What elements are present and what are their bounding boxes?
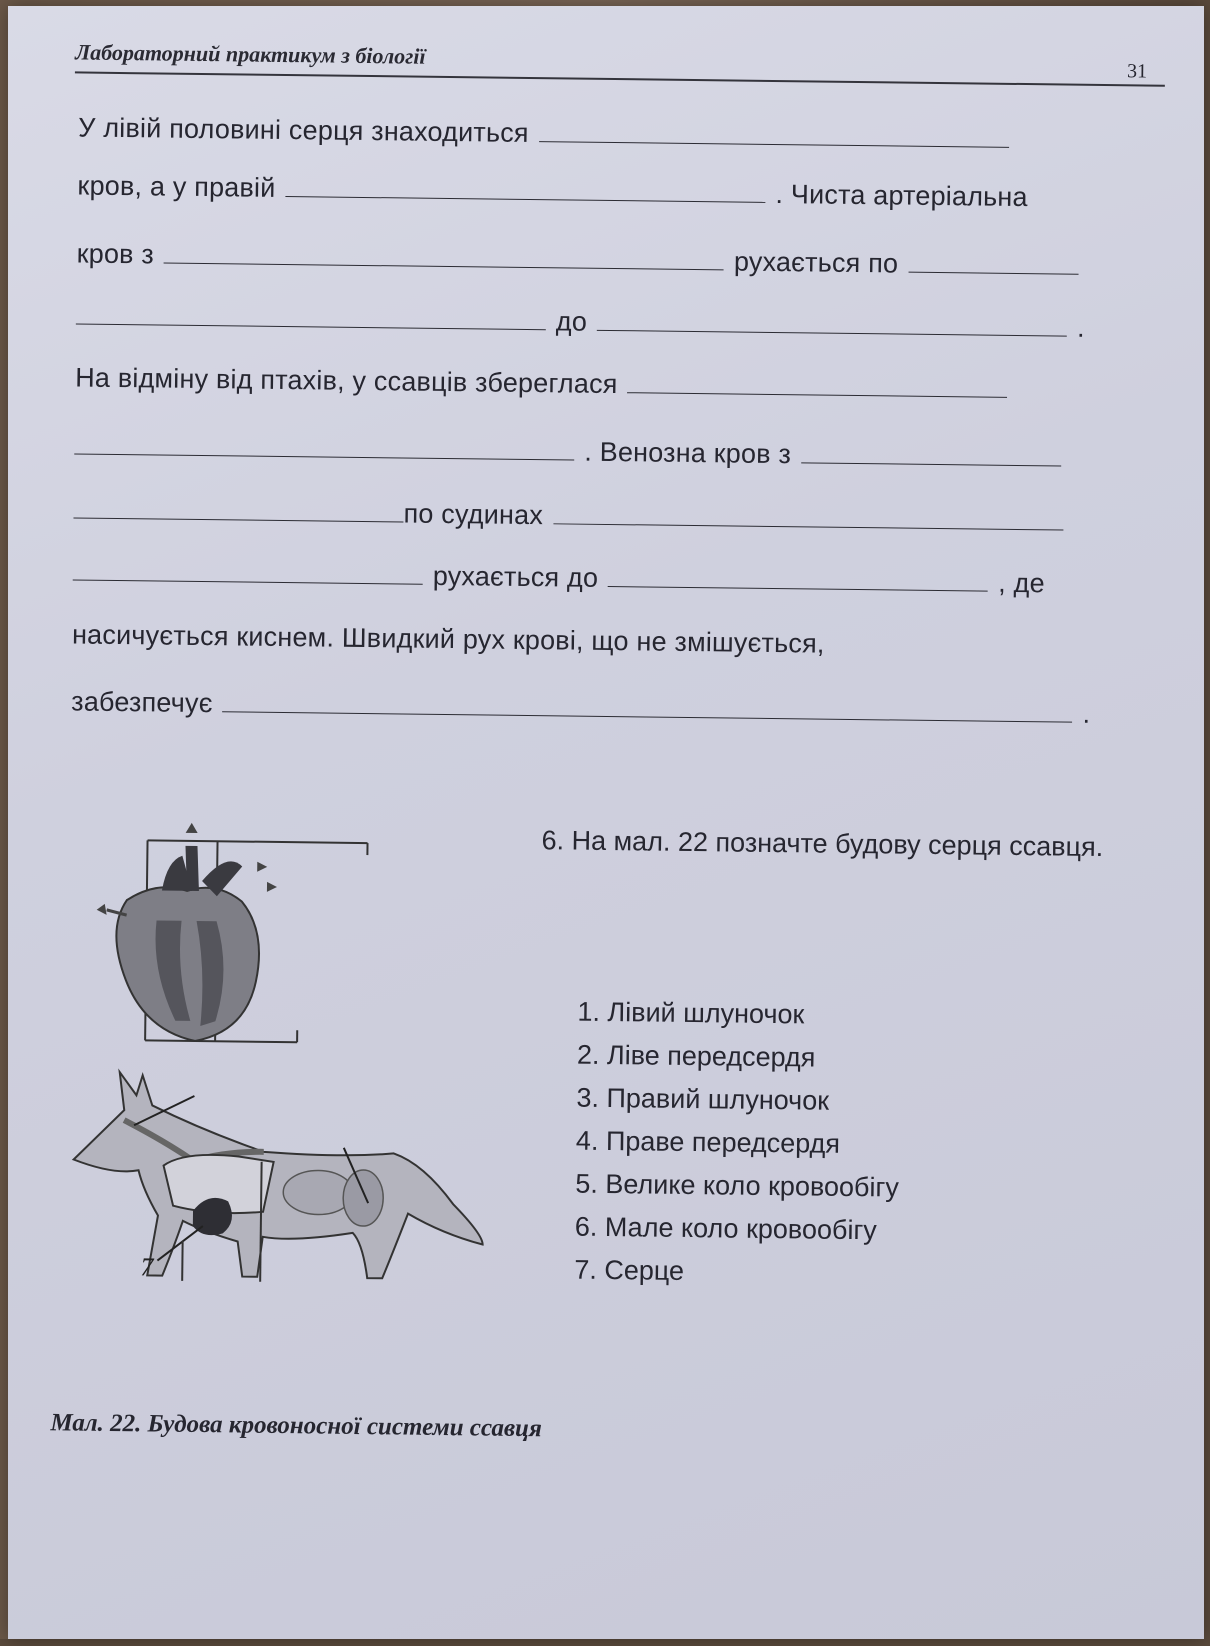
text-fragment: На відміну від птахів, у ссавців збереглася	[75, 362, 618, 400]
running-head: Лабораторний практикум з біології	[75, 39, 426, 69]
text-line-6	[74, 429, 1071, 473]
text-fragment: рухається по	[734, 246, 899, 279]
text-line-7	[73, 493, 1073, 537]
text-line-10	[71, 685, 1090, 729]
text-line-1	[78, 111, 1019, 154]
text-fragment: . Венозна кров з	[584, 437, 791, 471]
circulatory-figure	[61, 819, 527, 1345]
answer-blank[interactable]	[597, 306, 1067, 337]
answer-blank[interactable]	[164, 239, 724, 271]
text-fragment: .	[1082, 699, 1090, 730]
heart-diagram	[95, 822, 278, 1042]
answer-blank[interactable]	[801, 438, 1061, 466]
period: .	[1077, 313, 1085, 344]
figure-label-7: 7	[140, 1252, 154, 1281]
answer-blank[interactable]	[627, 368, 1007, 398]
text-line-3	[77, 237, 1089, 281]
answer-blank[interactable]	[76, 299, 546, 330]
text-fragment: кров з	[77, 238, 155, 270]
text-fragment: до	[556, 306, 588, 337]
text-line-8	[73, 555, 1045, 599]
text-fragment: кров, а у правій	[77, 170, 275, 203]
legend-item: 1. Лівий шлуночок	[577, 991, 901, 1038]
header-rule	[75, 71, 1165, 86]
answer-blank[interactable]	[539, 117, 1009, 148]
task-6-instruction: 6. На мал. 22 позначте будову серця ссавця.	[541, 817, 1152, 870]
text-fragment: У лівій половині серця знаходиться	[78, 112, 529, 149]
page-number: 31	[1127, 60, 1147, 83]
answer-blank[interactable]	[908, 248, 1078, 275]
figure-legend	[574, 991, 901, 1296]
answer-blank[interactable]	[73, 493, 403, 522]
answer-blank[interactable]	[223, 687, 1073, 722]
text-fragment: насичується киснем. Швидкий рух крові, що не змішується,	[72, 619, 825, 659]
legend-item: 3. Правий шлуночок	[576, 1077, 900, 1124]
answer-blank[interactable]	[74, 429, 574, 460]
figure-caption: Мал. 22. Будова кровоносної системи ссавця	[50, 1409, 542, 1443]
legend-item: 6. Мале коло кровообігу	[575, 1206, 899, 1253]
text-fragment: рухається до	[433, 561, 599, 594]
text-fragment: забезпечує	[71, 686, 213, 719]
text-fragment: . Чиста артеріальна	[775, 179, 1028, 213]
legend-item: 7. Серце	[574, 1249, 898, 1296]
legend-item: 4. Праве передсердя	[576, 1120, 900, 1167]
legend-item: 2. Ліве передсердя	[577, 1034, 901, 1081]
text-line-2	[77, 169, 1028, 213]
answer-blank[interactable]	[73, 555, 423, 584]
mammal-diagram	[72, 1072, 485, 1286]
workbook-page	[8, 6, 1204, 1639]
answer-blank[interactable]	[608, 562, 988, 592]
text-line-5	[75, 361, 1018, 405]
text-fragment: , де	[998, 568, 1045, 600]
text-fragment: по судинах	[403, 498, 543, 531]
text-line-4	[76, 299, 1085, 343]
answer-blank[interactable]	[285, 172, 765, 203]
answer-blank[interactable]	[553, 499, 1063, 530]
legend-item: 5. Велике коло кровообігу	[575, 1163, 899, 1210]
text-line-9	[72, 619, 825, 659]
